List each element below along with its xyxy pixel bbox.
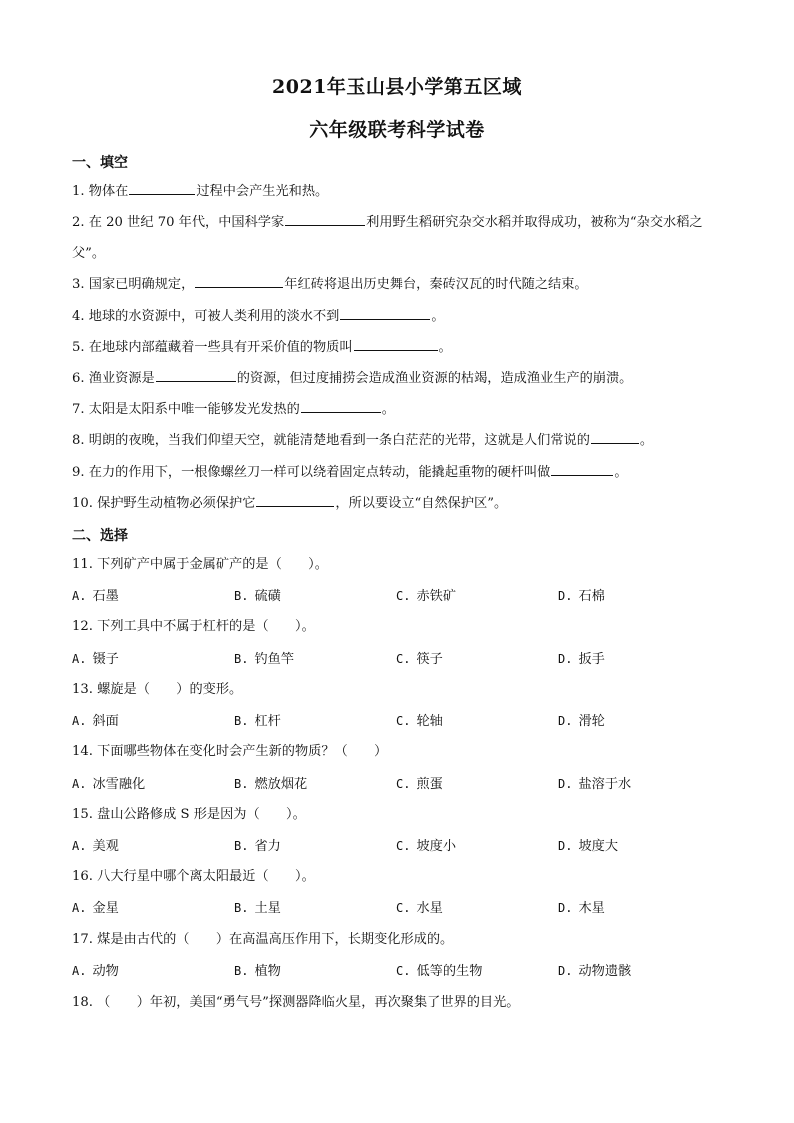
question-14: 14. 下面哪些物体在变化时会产生新的物质？（ ） xyxy=(72,744,388,759)
option-b[interactable]: B. 钓鱼竿 xyxy=(234,652,295,667)
question-text: 。 xyxy=(381,402,395,417)
question-17: 17. 煤是由古代的（ ）在高温高压作用下，长期变化形成的。 xyxy=(72,932,454,947)
question-text: 5. 在地球内部蕴藏着一些具有开采价值的物质叫 xyxy=(72,340,353,355)
question-1 xyxy=(72,182,732,201)
option-d[interactable]: D. 坡度大 xyxy=(558,839,619,854)
answer-blank[interactable] xyxy=(340,307,430,320)
exam-subtitle: 六年级联考科学试卷 xyxy=(309,119,485,141)
question-5 xyxy=(72,338,732,357)
option-d[interactable]: D. 动物遗骸 xyxy=(558,964,632,979)
option-a[interactable]: A. 石墨 xyxy=(72,589,119,604)
question-text: 6. 渔业资源是 xyxy=(72,371,155,386)
question-text: 过程中会产生光和热。 xyxy=(196,184,329,199)
answer-blank[interactable] xyxy=(256,494,334,507)
question-3 xyxy=(72,275,732,294)
option-b[interactable]: B. 省力 xyxy=(234,839,281,854)
option-a[interactable]: A. 动物 xyxy=(72,964,119,979)
answer-blank[interactable] xyxy=(591,431,639,444)
question-text: 3. 国家已明确规定， xyxy=(72,277,195,292)
answer-blank[interactable] xyxy=(301,400,381,413)
option-a[interactable]: A. 镊子 xyxy=(72,652,119,667)
option-d[interactable]: D. 扳手 xyxy=(558,652,605,667)
answer-blank[interactable] xyxy=(195,275,283,288)
option-c[interactable]: C. 坡度小 xyxy=(396,839,457,854)
question-text: 年红砖将退出历史舞台，秦砖汉瓦的时代随之结束。 xyxy=(284,277,588,292)
option-a[interactable]: A. 斜面 xyxy=(72,714,119,729)
answer-blank[interactable] xyxy=(285,213,365,226)
question-6 xyxy=(72,369,732,388)
question-text: 1. 物体在 xyxy=(72,184,129,199)
section-heading-choice: 二、选择 xyxy=(72,528,128,544)
option-c[interactable]: C. 水星 xyxy=(396,901,443,916)
answer-blank[interactable] xyxy=(129,182,195,195)
question-15: 15. 盘山公路修成 S 形是因为（ ）。 xyxy=(72,807,306,822)
option-d[interactable]: D. 盐溶于水 xyxy=(558,777,632,792)
question-13: 13. 螺旋是（ ）的变形。 xyxy=(72,682,243,697)
question-text: 。 xyxy=(431,309,445,324)
question-text: 8. 明朗的夜晚，当我们仰望天空，就能清楚地看到一条白茫茫的光带，这就是人们常说的 xyxy=(72,433,590,448)
option-d[interactable]: D. 木星 xyxy=(558,901,605,916)
option-b[interactable]: B. 硫磺 xyxy=(234,589,281,604)
question-text: 10. 保护野生动植物必须保护它 xyxy=(72,496,256,511)
question-text: 的资源，但过度捕捞会造成渔业资源的枯竭，造成渔业生产的崩溃。 xyxy=(236,371,633,386)
section-heading-fill: 一、填空 xyxy=(72,155,128,171)
option-b[interactable]: B. 土星 xyxy=(234,901,281,916)
option-d[interactable]: D. 滑轮 xyxy=(558,714,605,729)
option-c[interactable]: C. 低等的生物 xyxy=(396,964,483,979)
option-d[interactable]: D. 石棉 xyxy=(558,589,605,604)
question-10 xyxy=(72,494,732,513)
answer-blank[interactable] xyxy=(156,369,236,382)
question-text: 2. 在 20 世纪 70 年代，中国科学家 xyxy=(72,215,285,230)
question-text: ，所以要设立“自然保护区”。 xyxy=(335,496,508,511)
question-9 xyxy=(72,463,732,482)
question-12: 12. 下列工具中不属于杠杆的是（ ）。 xyxy=(72,619,315,634)
question-text: 。 xyxy=(438,340,452,355)
question-text: 利用野生稻研究杂交水稻并取得成功，被称为“杂交水稻之父”。 xyxy=(72,215,703,261)
question-text: 。 xyxy=(614,465,628,480)
option-c[interactable]: C. 筷子 xyxy=(396,652,443,667)
exam-title: 2021年玉山县小学第五区域 xyxy=(272,76,522,98)
answer-blank[interactable] xyxy=(354,338,438,351)
question-text: 9. 在力的作用下，一根像螺丝刀一样可以绕着固定点转动，能撬起重物的硬杆叫做 xyxy=(72,465,551,480)
question-11: 11. 下列矿产中属于金属矿产的是（ ）。 xyxy=(72,557,328,572)
answer-blank[interactable] xyxy=(551,463,613,476)
question-8 xyxy=(72,431,732,450)
question-4 xyxy=(72,307,732,326)
option-a[interactable]: A. 金星 xyxy=(72,901,119,916)
question-7 xyxy=(72,400,732,419)
option-c[interactable]: C. 赤铁矿 xyxy=(396,589,457,604)
option-b[interactable]: B. 燃放烟花 xyxy=(234,777,308,792)
option-c[interactable]: C. 煎蛋 xyxy=(396,777,443,792)
option-a[interactable]: A. 美观 xyxy=(72,839,119,854)
option-b[interactable]: B. 植物 xyxy=(234,964,281,979)
option-b[interactable]: B. 杠杆 xyxy=(234,714,281,729)
question-16: 16. 八大行星中哪个离太阳最近（ ）。 xyxy=(72,869,315,884)
question-text: 4. 地球的水资源中，可被人类利用的淡水不到 xyxy=(72,309,340,324)
question-18: 18. （ ）年初，美国“勇气号”探测器降临火星，再次聚集了世界的目光。 xyxy=(72,995,520,1010)
option-c[interactable]: C. 轮轴 xyxy=(396,714,443,729)
option-a[interactable]: A. 冰雪融化 xyxy=(72,777,146,792)
question-text: 7. 太阳是太阳系中唯一能够发光发热的 xyxy=(72,402,300,417)
question-2 xyxy=(72,207,732,269)
question-text: 。 xyxy=(639,433,654,448)
